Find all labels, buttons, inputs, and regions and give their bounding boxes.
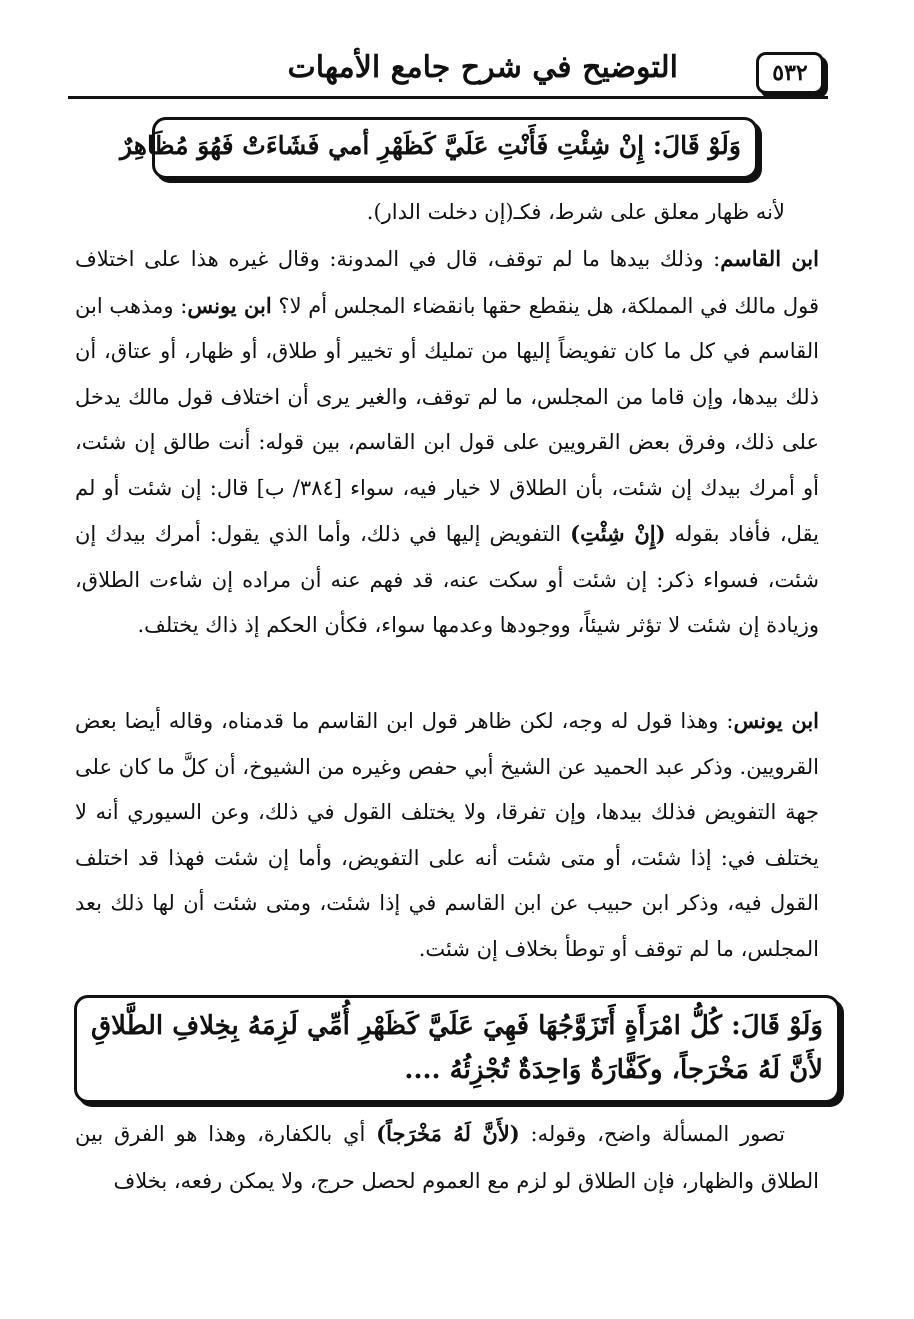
paragraph-2	[75, 236, 819, 649]
paragraph-2-segment-3: التفويض إليها في ذلك، وأما الذي يقول: أمرك بيدك إن شئت، فسواء ذكر: إن شئت أو سكت عنه، قد فهم عنه أن مراده إن شاءت الطلاق، وزيادة إن شئت لا تؤثر شيئاً، ووجودها وعدمها سواء، فكأن الحكم إذ ذاك يختلف.	[75, 522, 820, 637]
matn-box-2	[74, 995, 840, 1103]
author-name-ibn-yunus: ابن يونس	[733, 708, 819, 733]
author-name-ibn-al-qasim: ابن القاسم	[720, 246, 819, 271]
paragraph-3	[75, 698, 819, 972]
page-number: ٥٣٢	[756, 52, 824, 94]
paragraph-1-text: لأنه ظهار معلق على شرط، فكـ(إن دخلت الدار).	[366, 200, 785, 224]
author-name-ibn-yunus: ابن يونس	[187, 292, 272, 318]
paragraph-1	[75, 190, 819, 236]
paragraph-3-text	[75, 698, 819, 972]
matn-box-1	[120, 117, 758, 179]
paragraph-4-segment-2: أي بالكفارة، وهذا هو الفرق بين الطلاق والظهار، فإن الطلاق لو لزم مع العموم لحصل حرج، ولا يمكن رفعه، بخلاف	[75, 1122, 819, 1193]
quoted-phrase: (لأَنَّ لَهُ مَخْرَجاً)	[376, 1121, 520, 1146]
header-rule	[68, 96, 828, 99]
paragraph-2-segment-1: : وذلك بيدها ما لم توقف، قال في المدونة: وقال غيره هذا على اختلاف قول مالك في المملكة، هل ينقطع حقها بانقضاء المجلس أم لا؟	[75, 247, 819, 318]
matn-text-1: وَلَوْ قَالَ: إِنْ شِئْتِ فَأَنْتِ عَلَيَّ كَظَهْرِ أمي فَشَاءَتْ فَهُوَ مُظَاهِرٌ	[120, 131, 741, 160]
paragraph-4	[75, 1110, 819, 1205]
quoted-phrase: (إِنْ شِئْتِ)	[570, 521, 666, 546]
paragraph-4-segment-1: تصور المسألة واضح، وقوله:	[519, 1122, 786, 1146]
running-title: التوضيح في شرح جامع الأمهات	[287, 50, 678, 85]
paragraph-3-segment-1: : وهذا قول له وجه، لكن ظاهر قول ابن القاسم ما قدمناه، وقاله أيضا بعض القرويين. وذكر عبد الحميد عن الشيخ أبي حفص وغيره من الشيوخ، أن كلَّ ما كان على جهة التفويض فذلك بيدها، وإن تفرقا، ولا يختلف القول في ذلك، وعن السيوري أنه لا يختلف في: إذا شئت، أو متى شئت أنه على التفويض، وأما إن شئت فهذا قد اختلف القول فيه، وذكر ابن حبيب عن ابن القاسم في إذا شئت، ومتى شئت أن لها ذلك بعد المجلس، ما لم توقف أو توطأ بخلاف إن شئت.	[75, 709, 819, 961]
paragraph-2-text	[75, 236, 819, 649]
matn-text-2: وَلَوْ قَالَ: كُلُّ امْرَأَةٍ أَتَزَوَّجُهَا فَهِيَ عَلَيَّ كَظَهْرِ أُمِّي لَزِمَهُ بِخِلافِ الطَّلاقِ لأَنَّ لَهُ مَخْرَجاً، وكَفَّارَةٌ وَاحِدَةٌ تُجْزِئُهُ ....	[91, 1011, 823, 1085]
paragraph-2-segment-2: : ومذهب ابن القاسم في كل ما كان تفويضاً إليها من تمليك أو تخيير أو طلاق، أو ظهار، أو عتاق، أن ذلك بيدها، وإن قاما من المجلس، ما لم توقف، والغير يرى أن اختلاف قول مالك يدخل على ذلك، وفرق بعض القرويين على قول ابن القاسم، بين قوله: أنت طالق إن شئت، أو أمرك بيدك إن شئت، بأن الطلاق لا خيار فيه، سواء [٣٨٤/ ب] قال: إن شئت أو لم يقل، فأفاد بقوله	[75, 293, 819, 546]
page-header	[68, 44, 828, 102]
paragraph-4-text	[75, 1110, 819, 1205]
